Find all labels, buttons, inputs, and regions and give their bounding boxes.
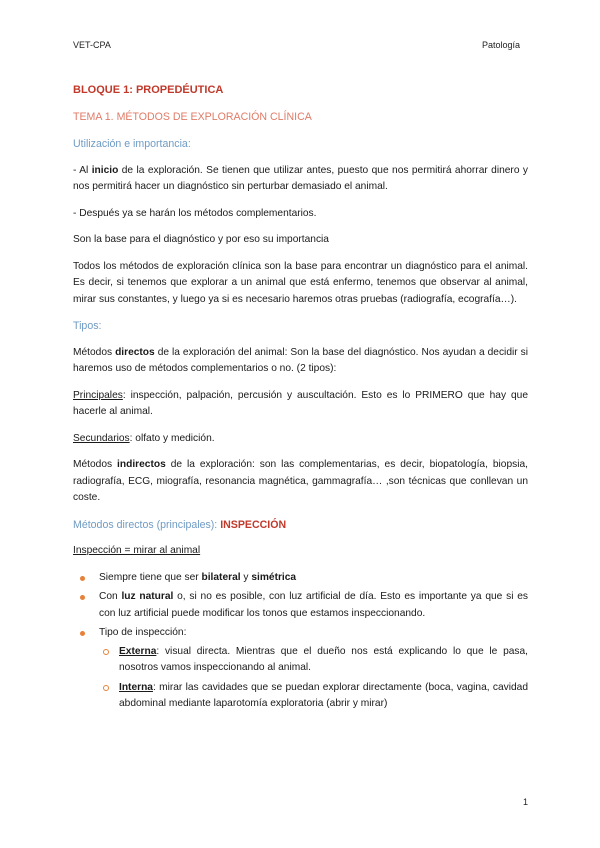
list-item: Tipo de inspección: Externa: visual directa. Mientras que el dueño nos está explicando lo que le pasa, nosotros vamos inspeccionando al animal. Interna: mirar las cavidades que se puedan explorar directamente (boca, vagina, cavidad abdominal mediante laparotomía exploratoria (abrir y mirar) [73,625,528,713]
paragraph-indirectos: Métodos indirectos de la exploración: son las complementarias, es decir, biopatología, biopsia, radiografía, ECG, miografía, resonancia magnética, gammagrafía… ,son técnicas que conllevan un coste. [73,459,528,503]
paragraph-directos: Métodos directos de la exploración del animal: Son la base del diagnóstico. Nos ayudan a decidir si haremos uso de métodos complementarios o no. (2 tipos): [73,346,528,374]
paragraph-principales: Principales: inspección, palpación, percusión y auscultación. Esto es lo PRIMERO que hay que hacerle al animal. [73,389,528,417]
header-right: Patología [481,40,520,50]
section-heading-usage: Utilización e importancia: [73,138,191,150]
paragraph-todos: Todos los métodos de exploración clínica son la base para encontrar un diagnóstico para el animal. Es decir, si tenemos que explorar a un animal que está enfermo, tenemos que observar al animal, mirar sus constantes, y luego ya si es necesario haremos otras pruebas (radiografía, ecografía…). [73,260,528,305]
paragraph-despues: - Después ya se harán los métodos complementarios. [73,207,317,219]
paragraph-secundarios: Secundarios: olfato y medición. [73,432,215,444]
header-left: VET-CPA [73,40,111,50]
bullet-list [73,570,528,713]
section-heading-tipos: Tipos: [73,320,102,332]
sub-list [99,644,528,713]
section-heading-inspeccion: Métodos directos (principales): INSPECCIÓN [73,518,287,531]
list-item: Con luz natural o, si no es posible, con luz artificial de día. Esto es importante ya que si es con luz artificial puede modificar los tonos que estamos inspeccionando. [73,589,528,622]
paragraph-base: Son la base para el diagnóstico y por eso su importancia [73,234,329,245]
topic-title: TEMA 1. MÉTODOS DE EXPLORACIÓN CLÍNICA [73,110,312,123]
paragraph-inicio: - Al inicio de la exploración. Se tienen que utilizar antes, puesto que nos permitirá ahorrar dinero y nos permitirá hacer un diagnóstico sin perturbar demasiado el animal. [73,164,528,192]
block-title: BLOQUE 1: PROPEDÉUTICA [73,84,224,96]
underlined-definition: Inspección = mirar al animal [73,545,201,556]
sub-list-item: Externa: visual directa. Mientras que el dueño nos está explicando lo que le pasa, nosotros vamos inspeccionando al animal. [99,644,528,677]
list-item: Siempre tiene que ser bilateral y simétrica [73,570,528,587]
page-number: 1 [522,797,528,807]
document-content [73,82,528,716]
sub-list-item: Interna: mirar las cavidades que se puedan explorar directamente (boca, vagina, cavidad abdominal mediante laparotomía exploratoria (abrir y mirar) [99,680,528,713]
